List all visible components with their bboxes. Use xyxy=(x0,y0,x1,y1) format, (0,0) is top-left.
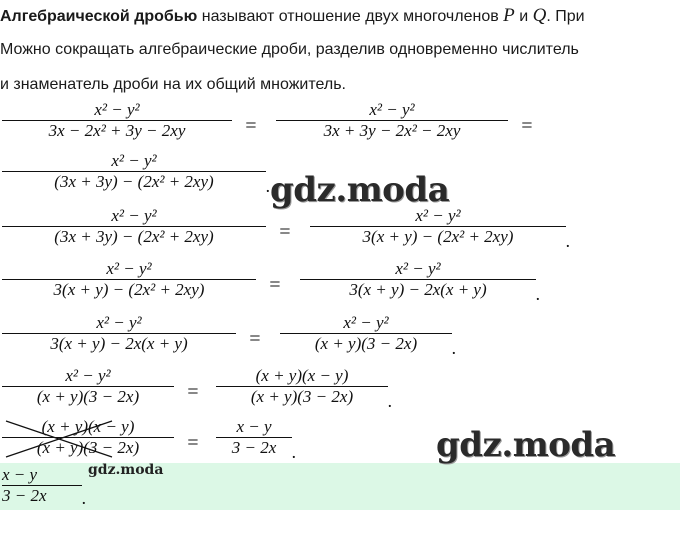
numerator: x² − y² xyxy=(111,151,157,170)
period: . xyxy=(536,284,541,304)
denominator: 3 − 2x xyxy=(231,438,277,457)
numerator: x² − y² xyxy=(415,206,461,225)
fraction xyxy=(2,151,266,192)
fraction xyxy=(2,206,266,247)
equals-sign: = xyxy=(520,115,534,137)
numerator: (x + y)(x − y) xyxy=(255,366,349,385)
fraction xyxy=(300,259,536,300)
period: . xyxy=(266,176,271,196)
answer-fraction xyxy=(2,465,82,506)
period: . xyxy=(292,442,297,462)
denominator: (x + y)(3 − 2x) xyxy=(36,387,140,406)
denominator: 3 − 2x xyxy=(2,486,47,505)
denominator: (x + y)(3 − 2x) xyxy=(36,438,140,457)
intro-conj: и xyxy=(514,8,533,25)
fraction xyxy=(2,313,236,354)
denominator: 3(x + y) − (2x² + 2xy) xyxy=(362,227,514,246)
denominator: 3(x + y) − 2x(x + y) xyxy=(50,334,188,353)
denominator: 3x + 3y − 2x² − 2xy xyxy=(323,121,461,140)
numerator: x² − y² xyxy=(94,100,140,119)
fraction xyxy=(2,259,256,300)
equals-sign: = xyxy=(278,221,292,243)
denominator: 3(x + y) − (2x² + 2xy) xyxy=(53,280,205,299)
variable-p: P xyxy=(503,5,515,26)
denominator: (3x + 3y) − (2x² + 2xy) xyxy=(54,172,214,191)
cancel-strike-marks xyxy=(4,417,114,461)
denominator: (3x + 3y) − (2x² + 2xy) xyxy=(54,227,214,246)
numerator: (x + y)(x − y) xyxy=(41,417,135,436)
intro-line-3: и знаменатель дроби на их общий множитель. xyxy=(0,76,346,93)
intro-line1-text: называют отношение двух многочленов xyxy=(197,8,504,25)
numerator: x² − y² xyxy=(395,259,441,278)
numerator: x² − y² xyxy=(343,313,389,332)
fraction xyxy=(216,417,292,458)
fraction xyxy=(216,366,388,407)
period: . xyxy=(388,391,393,411)
period: . xyxy=(452,338,457,358)
denominator: 3(x + y) − 2x(x + y) xyxy=(349,280,487,299)
intro-line1-tail: . При xyxy=(546,8,585,25)
intro-bold-term: Алгебраической дробью xyxy=(0,8,198,25)
fraction xyxy=(2,366,174,407)
watermark: gdz.moda xyxy=(436,425,616,465)
equals-sign: = xyxy=(268,274,282,296)
equals-sign: = xyxy=(186,432,200,454)
fraction xyxy=(2,100,232,141)
variable-q: Q xyxy=(532,5,547,26)
intro-line-1 xyxy=(0,6,585,27)
equals-sign: = xyxy=(248,328,262,350)
denominator: 3x − 2x² + 3y − 2xy xyxy=(48,121,186,140)
fraction xyxy=(276,100,508,141)
numerator: x² − y² xyxy=(65,366,111,385)
numerator: x − y xyxy=(2,465,38,484)
denominator: (x + y)(3 − 2x) xyxy=(250,387,354,406)
numerator: x² − y² xyxy=(106,259,152,278)
fraction xyxy=(280,313,452,354)
period: . xyxy=(566,231,571,251)
intro-line-2: Можно сокращать алгебраические дроби, разделив одновременно числитель xyxy=(0,41,579,58)
numerator: x² − y² xyxy=(111,206,157,225)
denominator: (x + y)(3 − 2x) xyxy=(314,334,418,353)
watermark: gdz.moda xyxy=(88,462,164,478)
equals-sign: = xyxy=(186,381,200,403)
equals-sign: = xyxy=(244,115,258,137)
numerator: x² − y² xyxy=(96,313,142,332)
numerator: x² − y² xyxy=(369,100,415,119)
fraction xyxy=(310,206,566,247)
numerator: x − y xyxy=(236,417,272,436)
period: . xyxy=(82,488,87,508)
watermark: gdz.moda xyxy=(270,170,450,210)
